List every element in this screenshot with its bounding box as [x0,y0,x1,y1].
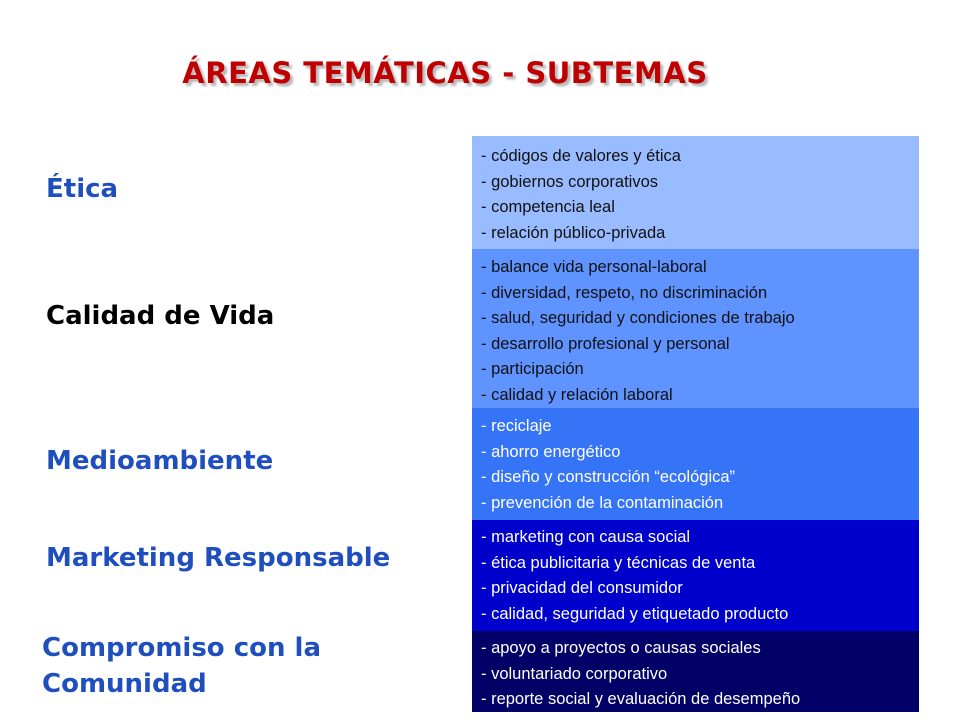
subtopic-list [481,255,919,408]
area-label-etica: Ética [46,174,119,204]
subtopic-item: - apoyo a proyectos o causas sociales [481,639,761,657]
area-label-marketing-responsable: Marketing Responsable [46,543,391,573]
subtopic-item: - relación público-privada [481,223,666,242]
subtopics-block-medioambiente [472,408,919,520]
subtopic-item: - participación [481,360,584,378]
subtopics-block-etica [472,136,919,249]
subtopic-list [481,525,919,627]
subtopic-item: - ahorro energético [481,442,621,461]
area-label-line-2: Comunidad [42,669,207,699]
subtopic-list [481,636,919,713]
subtopic-item: - privacidad del consumidor [481,579,683,597]
subtopic-item: - marketing con causa social [481,528,691,546]
subtopic-item: - salud, seguridad y condiciones de trabajo [481,309,795,327]
area-label-line-1: Compromiso con la [42,633,322,663]
page-title: ÁREAS TEMÁTICAS - SUBTEMAS [182,56,708,90]
subtopic-item: - reporte social y evaluación de desempeño [481,690,801,708]
subtopic-item: - códigos de valores y ética [481,147,681,165]
subtopic-item: - diseño y construcción “ecológica” [481,468,736,486]
subtopic-item: - reciclaje [481,417,552,435]
subtopic-item: - calidad y relación laboral [481,385,673,404]
subtopic-item: - diversidad, respeto, no discriminación [481,283,768,302]
subtopics-block-marketing-responsable [472,520,919,631]
area-label-compromiso-comunidad [42,630,321,702]
subtopic-item: - calidad, seguridad y etiquetado producto [481,604,789,623]
subtopic-list [481,414,919,516]
subtopic-item: - gobiernos corporativos [481,172,659,191]
subtopic-item: - prevención de la contaminación [481,493,724,512]
subtopics-block-calidad-de-vida [472,249,919,408]
subtopic-item: - competencia leal [481,198,615,216]
subtopic-item: - desarrollo profesional y personal [481,334,730,353]
area-label-calidad-de-vida: Calidad de Vida [46,301,275,331]
subtopic-item: - ética publicitaria y técnicas de venta [481,553,756,572]
subtopics-block-compromiso-comunidad [472,631,919,712]
subtopic-item: - balance vida personal-laboral [481,258,707,276]
subtopic-list [481,144,919,246]
area-label-medioambiente: Medioambiente [46,446,274,476]
subtopic-item: - voluntariado corporativo [481,664,668,683]
